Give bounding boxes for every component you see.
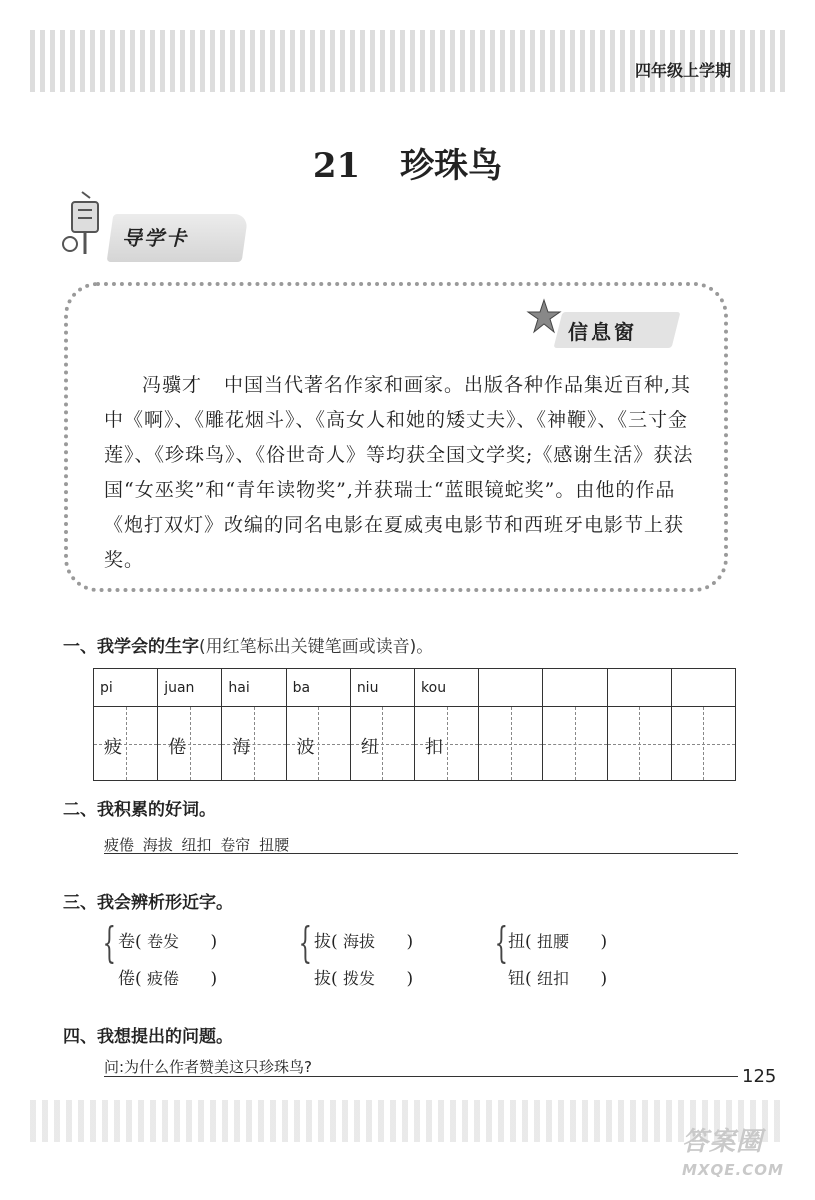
pinyin: niu — [351, 669, 414, 707]
char-cell — [287, 669, 351, 780]
character-table — [93, 668, 736, 781]
answer-line — [104, 853, 738, 854]
hanzi: 纽 — [360, 737, 379, 758]
pinyin: pi — [94, 669, 157, 707]
hanzi: 海 — [232, 737, 251, 758]
similar-char: 倦 — [118, 969, 135, 989]
char-pair-row: 拔( 海拔 ) — [314, 932, 414, 952]
lesson-number: 21 — [312, 146, 361, 186]
pinyin: hai — [222, 669, 285, 707]
section-2-title: 二、我积累的好词。 — [63, 800, 216, 820]
pinyin: juan — [158, 669, 221, 707]
char-pair-row: 钮( 纽扣 ) — [508, 969, 608, 989]
info-paragraph — [104, 368, 704, 578]
brace-icon: { — [494, 918, 509, 967]
similar-char: 拔 — [314, 932, 331, 952]
pinyin — [479, 669, 542, 707]
info-title: 信息窗 — [568, 320, 637, 344]
watermark-brand: 答案圈 — [682, 1127, 764, 1157]
pinyin — [672, 669, 735, 707]
char-pair-row: 卷( 卷发 ) — [118, 932, 218, 952]
answer-line — [104, 1076, 738, 1077]
hanzi: 扣 — [425, 737, 444, 758]
brace-icon: { — [298, 918, 313, 967]
pinyin — [608, 669, 671, 707]
char-cell-empty[interactable] — [672, 669, 735, 780]
pinyin: ba — [287, 669, 350, 707]
lesson-name: 珍珠鸟 — [400, 146, 503, 186]
section-1-heading — [63, 632, 433, 657]
char-cell — [415, 669, 479, 780]
char-cell — [351, 669, 415, 780]
section-4-title: 四、我想提出的问题。 — [63, 1027, 233, 1047]
star-icon — [526, 298, 562, 334]
pair-answer[interactable]: 纽扣 — [537, 969, 570, 988]
page-number: 125 — [742, 1066, 777, 1087]
pinyin: kou — [415, 669, 478, 707]
char-cell — [222, 669, 286, 780]
char-pair-row: 倦( 疲倦 ) — [118, 969, 218, 989]
section-1-title: 一、我学会的生字 — [63, 637, 199, 657]
pair-answer[interactable]: 卷发 — [147, 932, 180, 951]
author-name: 冯骥才 — [142, 374, 203, 396]
author-bio: 中国当代著名作家和画家。出版各种作品集近百种,其中《啊》、《雕花烟斗》、《高女人和她的矮丈夫》、《神鞭》、《三寸金莲》、《珍珠鸟》、《俗世奇人》等均获全国文学奖;《感谢生活》获法国“女巫奖”和“青年读物奖”,并获瑞士“蓝眼镜蛇奖”。由他的作品《炮打双灯》改编的同名电影在夏威夷电影节和西班牙电影节上获奖。 — [104, 374, 694, 571]
footer-decoration — [30, 1100, 785, 1142]
similar-char: 钮 — [508, 969, 525, 989]
section-1-hint: (用红笔标出关键笔画或读音)。 — [199, 637, 434, 657]
hanzi: 倦 — [168, 737, 187, 758]
similar-char: 卷 — [118, 932, 135, 952]
guide-title: 导学卡 — [122, 226, 188, 250]
char-cell-empty[interactable] — [479, 669, 543, 780]
watermark-url: MXQE.COM — [682, 1161, 784, 1179]
char-cell-empty[interactable] — [608, 669, 672, 780]
hanzi: 波 — [296, 737, 315, 758]
similar-char: 扭 — [508, 932, 525, 952]
pair-answer[interactable]: 疲倦 — [147, 969, 180, 988]
pair-answer[interactable]: 拨发 — [343, 969, 376, 988]
similar-char: 拔 — [314, 969, 331, 989]
char-pair-row: 拔( 拨发 ) — [314, 969, 414, 989]
brace-icon: { — [102, 918, 117, 967]
lesson-title — [0, 138, 815, 187]
watermark — [682, 1128, 784, 1184]
char-cell-empty[interactable] — [543, 669, 607, 780]
pair-answer[interactable]: 扭腰 — [537, 932, 570, 951]
good-words-answer[interactable]: 疲倦 海拔 纽扣 卷帘 扭腰 — [104, 836, 290, 854]
char-cell — [158, 669, 222, 780]
char-pair-row: 扭( 扭腰 ) — [508, 932, 608, 952]
grade-label: 四年级上学期 — [634, 61, 731, 80]
pinyin — [543, 669, 606, 707]
pair-answer[interactable]: 海拔 — [343, 932, 376, 951]
question-answer[interactable]: 问:为什么作者赞美这只珍珠鸟? — [104, 1058, 313, 1076]
hanzi: 疲 — [104, 737, 122, 758]
section-3-title: 三、我会辨析形近字。 — [63, 893, 233, 913]
char-cell — [94, 669, 158, 780]
